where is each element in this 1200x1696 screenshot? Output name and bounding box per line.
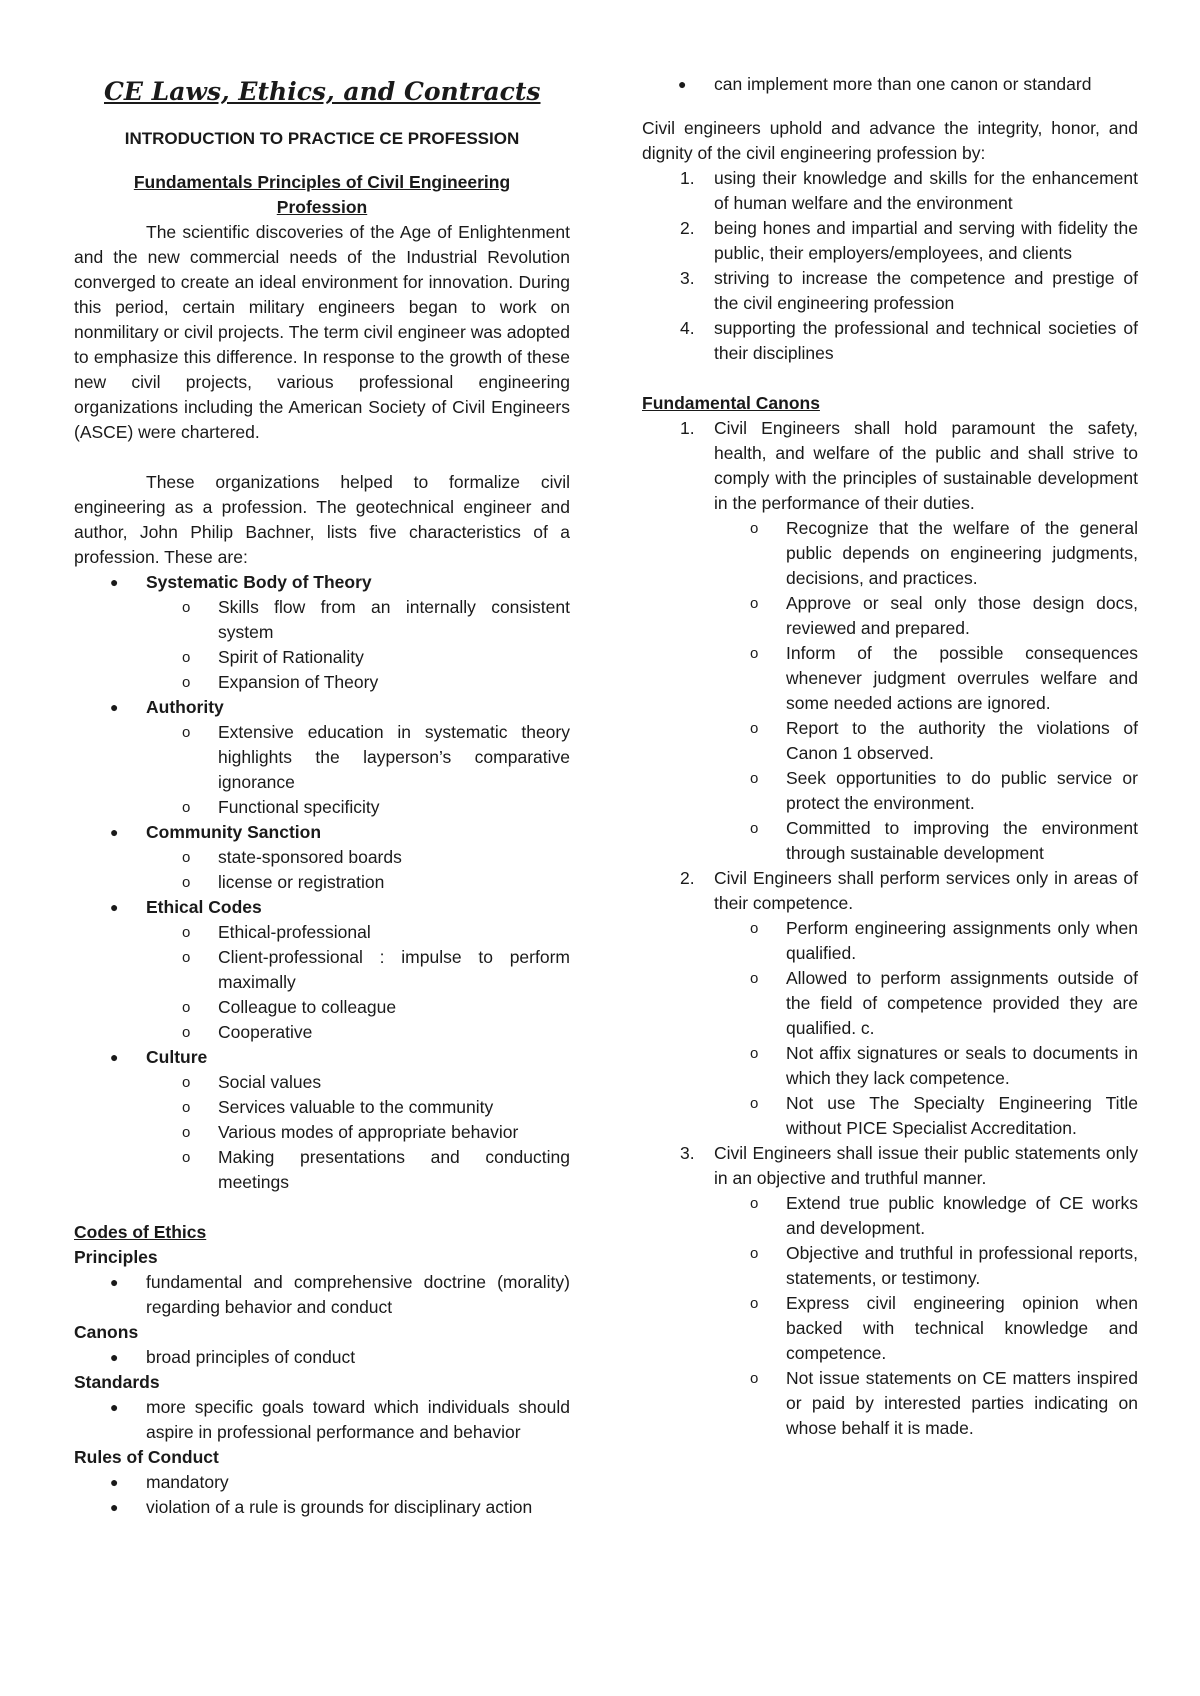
bullet-icon: ● (110, 1049, 119, 1065)
list-item: o Seek opportunities to do public service or protect the environment. (750, 768, 1138, 813)
bullet-icon: ● (110, 1399, 119, 1415)
list-item: o Ethical-professional (146, 920, 570, 945)
circle-bullet-icon: o (750, 1245, 759, 1262)
list-item: o Expansion of Theory (146, 670, 570, 695)
circle-bullet-icon: o (750, 770, 759, 787)
list-item: o Not affix signatures or seals to documents in which they lack competence. (750, 1043, 1138, 1088)
codes-heading: Codes of Ethics (74, 1222, 207, 1242)
left-column (74, 72, 570, 1520)
intro-heading: INTRODUCTION TO PRACTICE CE PROFESSION (124, 129, 520, 148)
list-item: o Not issue statements on CE matters inspired or paid by interested parties indicating on whose behalf it is made. (750, 1368, 1138, 1438)
fundamentals-heading: Fundamentals Principles of Civil Engineering Profession (133, 172, 511, 217)
canon-item: 2. Civil Engineers shall perform services only in areas of their competence. o Perform engineering assignments only when qualified. o Allowed to perform assignments outside of the field of competence provided they are qualified. c. o Not affix signatures or seals to documents in which they lack competence. o Not use The Specialty Engineering Title without PICE Specialist Accreditation. (642, 866, 1138, 1141)
circle-bullet-icon: o (182, 1074, 191, 1091)
circle-bullet-icon: o (182, 674, 191, 691)
characteristic-item: ● Systematic Body of Theory o Skills flow from an internally consistent system o Spirit of Rationality o Expansion of Theory (74, 570, 570, 695)
circle-bullet-icon: o (182, 849, 191, 866)
bullet-icon: ● (110, 1274, 119, 1290)
circle-bullet-icon: o (182, 999, 191, 1016)
circle-bullet-icon: o (182, 599, 191, 616)
uphold-list (642, 166, 1138, 366)
bullet-icon: ● (110, 899, 119, 915)
standards-list (74, 1395, 570, 1445)
list-item: ● broad principles of conduct (74, 1345, 570, 1370)
circle-bullet-icon: o (750, 1370, 759, 1387)
list-item: o Services valuable to the community (146, 1095, 570, 1120)
list-item: 4. supporting the professional and technical societies of their disciplines (680, 318, 1138, 363)
fundamentals-paragraph-1: The scientific discoveries of the Age of Enlightenment and the new commercial needs of the Industrial Revolution converged to create an ideal environment for innovation. During this period, certain military engineers began to work on nonmilitary or civil projects. The term civil engineer was adopted to emphasize this difference. In response to the growth of these new civil projects, various professional engineering organizations including the American Society of Civil Engineers (ASCE) were chartered. (74, 222, 570, 442)
group-heading: Standards (74, 1372, 160, 1392)
circle-bullet-icon: o (750, 1195, 759, 1212)
list-item: o Skills flow from an internally consistent system (182, 597, 570, 642)
bullet-icon: ● (110, 1499, 119, 1515)
canons-heading: Fundamental Canons (642, 393, 820, 413)
list-item: o Extend true public knowledge of CE works and development. (750, 1193, 1138, 1238)
circle-bullet-icon: o (182, 1149, 191, 1166)
characteristic-item: ● Ethical Codes o Ethical-professional o Client-professional : impulse to perform maximally o Colleague to colleague o Cooperative (74, 895, 570, 1045)
characteristics-list (74, 570, 570, 1195)
list-item: o Approve or seal only those design docs, reviewed and prepared. (750, 593, 1138, 638)
rules-list (74, 1470, 570, 1520)
group-heading: Principles (74, 1247, 158, 1267)
list-item: o Committed to improving the environment through sustainable development (750, 818, 1138, 863)
list-item: ● more specific goals toward which individuals should aspire in professional performance and behavior (110, 1397, 570, 1442)
circle-bullet-icon: o (182, 949, 191, 966)
right-column (642, 72, 1138, 1441)
list-item: ● violation of a rule is grounds for disciplinary action (74, 1495, 570, 1520)
list-item: o Extensive education in systematic theory highlights the layperson’s comparative ignorance (182, 722, 570, 792)
bullet-icon: ● (110, 574, 119, 590)
circle-bullet-icon: o (750, 595, 759, 612)
list-item: o Various modes of appropriate behavior (146, 1120, 570, 1145)
list-item: o Report to the authority the violations of Canon 1 observed. (750, 718, 1138, 763)
circle-bullet-icon: o (182, 649, 191, 666)
list-item: o Inform of the possible consequences whenever judgment overrules welfare and some needed actions are ignored. (750, 643, 1138, 713)
circle-bullet-icon: o (182, 924, 191, 941)
list-item: 3. striving to increase the competence and prestige of the civil engineering profession (680, 268, 1138, 313)
characteristic-item: ● Culture o Social values o Services valuable to the community o Various modes of appropriate behavior o Making presentations and conducting meetings (74, 1045, 570, 1195)
list-item: ● can implement more than one canon or standard (642, 72, 1138, 97)
bullet-icon: ● (110, 699, 119, 715)
circle-bullet-icon: o (182, 874, 191, 891)
list-item: o Social values (146, 1070, 570, 1095)
list-item: 1. using their knowledge and skills for the enhancement of human welfare and the environment (680, 168, 1138, 213)
principles-list (74, 1270, 570, 1320)
rules-list-continued (642, 72, 1138, 97)
list-item: o Spirit of Rationality (146, 645, 570, 670)
list-item: o license or registration (146, 870, 570, 895)
circle-bullet-icon: o (750, 1045, 759, 1062)
bullet-icon: ● (110, 824, 119, 840)
circle-bullet-icon: o (182, 1024, 191, 1041)
circle-bullet-icon: o (182, 724, 191, 741)
document-title: CE Laws, Ethics, and Contracts (104, 77, 541, 106)
list-item: o Colleague to colleague (146, 995, 570, 1020)
fundamentals-paragraph-2: These organizations helped to formalize civil engineering as a profession. The geotechnical engineer and author, John Philip Bachner, lists five characteristics of a profession. These are: (74, 472, 570, 567)
circle-bullet-icon: o (182, 1124, 191, 1141)
canon-item: 1. Civil Engineers shall hold paramount the safety, health, and welfare of the public and shall strive to comply with the principles of sustainable development in the performance of their duties. o Recognize that the welfare of the general public depends on engineering judgments, decisions, and practices. o Approve or seal only those design docs, reviewed and prepared. o Inform of the possible consequences whenever judgment overrules welfare and some needed actions are ignored. o Report to the authority the violations of Canon 1 observed. o Seek opportunities to do public service or protect the environment. o Committed to improving the environment through sustainable development (642, 416, 1138, 866)
circle-bullet-icon: o (750, 920, 759, 937)
list-item: o Client-professional : impulse to perform maximally (182, 947, 570, 992)
circle-bullet-icon: o (182, 799, 191, 816)
circle-bullet-icon: o (750, 1295, 759, 1312)
characteristic-item: ● Community Sanction o state-sponsored boards o license or registration (74, 820, 570, 895)
list-item: o Perform engineering assignments only when qualified. (750, 918, 1138, 963)
circle-bullet-icon: o (750, 1095, 759, 1112)
circle-bullet-icon: o (750, 645, 759, 662)
bullet-icon: ● (110, 1474, 119, 1490)
list-item: o Objective and truthful in professional reports, statements, or testimony. (750, 1243, 1138, 1288)
list-item: ● mandatory (74, 1470, 570, 1495)
list-item: o state-sponsored boards (146, 845, 570, 870)
list-item: o Cooperative (146, 1020, 570, 1045)
list-item: o Express civil engineering opinion when backed with technical knowledge and competence. (750, 1293, 1138, 1363)
circle-bullet-icon: o (750, 720, 759, 737)
list-item: ● fundamental and comprehensive doctrine (morality) regarding behavior and conduct (110, 1272, 570, 1317)
canon-item: 3. Civil Engineers shall issue their public statements only in an objective and truthful manner. o Extend true public knowledge of CE works and development. o Objective and truthful in professional reports, statements, or testimony. o Express civil engineering opinion when backed with technical knowledge and competence. o Not issue statements on CE matters inspired or paid by interested parties indicating on whose behalf it is made. (642, 1141, 1138, 1441)
list-item: o Functional specificity (146, 795, 570, 820)
characteristic-item: ● Authority o Extensive education in systematic theory highlights the layperson’s comparative ignorance o Functional specificity (74, 695, 570, 820)
group-heading: Canons (74, 1322, 139, 1342)
list-item: o Making presentations and conducting meetings (182, 1147, 570, 1192)
list-item: 2. being hones and impartial and serving with fidelity the public, their employers/employees, and clients (680, 218, 1138, 263)
canons-list (642, 416, 1138, 1441)
circle-bullet-icon: o (750, 820, 759, 837)
circle-bullet-icon: o (750, 520, 759, 537)
group-heading: Rules of Conduct (74, 1447, 219, 1467)
bullet-icon: ● (110, 1349, 119, 1365)
canons-list (74, 1345, 570, 1370)
uphold-intro: Civil engineers uphold and advance the integrity, honor, and dignity of the civil engineering profession by: (642, 118, 1138, 163)
bullet-icon: ● (678, 76, 687, 92)
circle-bullet-icon: o (750, 970, 759, 987)
list-item: o Recognize that the welfare of the general public depends on engineering judgments, decisions, and practices. (750, 518, 1138, 588)
list-item: o Allowed to perform assignments outside of the field of competence provided they are qualified. c. (750, 968, 1138, 1038)
list-item: o Not use The Specialty Engineering Title without PICE Specialist Accreditation. (750, 1093, 1138, 1138)
circle-bullet-icon: o (182, 1099, 191, 1116)
